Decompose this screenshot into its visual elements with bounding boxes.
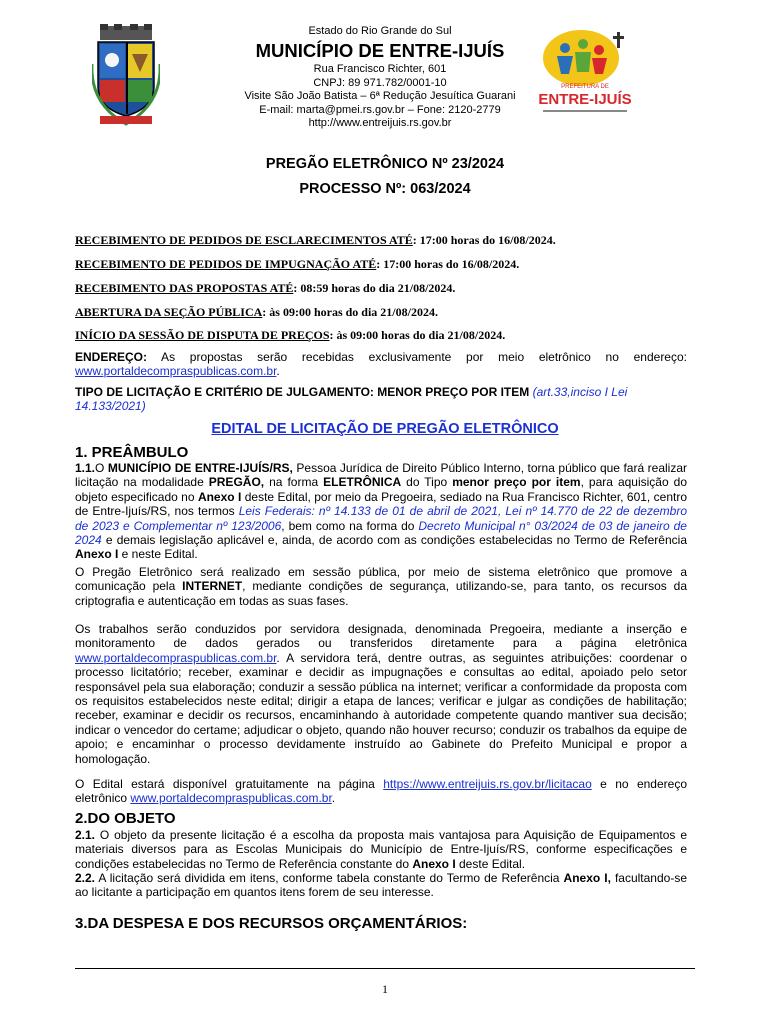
pregao-title: PREGÃO ELETRÔNICO Nº 23/2024 bbox=[265, 156, 505, 172]
anexo-ref: Anexo I bbox=[75, 547, 119, 562]
clause-number: 2.2. bbox=[75, 871, 96, 885]
tipo-reference: (art.33,inciso I Lei 14.133/2021) bbox=[75, 385, 628, 414]
menor-preco-ref: menor preço por item bbox=[452, 475, 581, 490]
contact-line: E-mail: marta@pmei.rs.gov.br – Fone: 2120-2779 bbox=[259, 103, 501, 116]
endereco-end: . bbox=[276, 364, 280, 379]
deadline-abertura bbox=[75, 305, 438, 320]
section-despesa: 3.DA DESPESA E DOS RECURSOS ORÇAMENTÁRIOS: bbox=[75, 915, 468, 932]
address: Rua Francisco Richter, 601 bbox=[313, 63, 447, 75]
municipal-crest-logo bbox=[92, 24, 160, 130]
endereco-label: ENDEREÇO: bbox=[75, 350, 148, 364]
decree-ref: Decreto Municipal n° 03/2024 de 03 de janeiro de 2024 bbox=[75, 518, 687, 548]
text: e no endereço eletrônico bbox=[75, 777, 687, 806]
deadline-value: : 08:59 horas do dia 21/08/2024. bbox=[293, 281, 456, 295]
page-number: 1 bbox=[382, 982, 388, 996]
deadline-propostas bbox=[75, 281, 455, 296]
text: facultando-se ao licitante a participação em quantos itens forem de seu interesse. bbox=[75, 871, 688, 900]
text: na forma bbox=[264, 475, 324, 490]
text: A licitação será dividida em itens, conforme tabela constante do Termo de Referência bbox=[95, 871, 564, 885]
section-preambulo: 1. PREÂMBULO bbox=[75, 444, 189, 461]
text: e demais legislação aplicável e, ainda, de acordo com as condições estabelecidas no Termo de Referência bbox=[101, 533, 687, 548]
section-objeto: 2.DO OBJETO bbox=[75, 810, 176, 827]
internet-ref: INTERNET bbox=[182, 579, 243, 594]
text: O Edital estará disponível gratuitamente na página bbox=[75, 777, 384, 791]
text: O bbox=[95, 461, 108, 475]
text: deste Edital, por meio da Pregoeira, sediado na Rua Francisco Richter, 601, centro de Entre-Ijuís/RS, nos termos bbox=[75, 489, 687, 519]
deadline-label: ABERTURA DA SEÇÃO PÚBLICA bbox=[75, 305, 263, 319]
anexo-ref: Anexo I bbox=[412, 856, 456, 871]
paragraph-trabalhos bbox=[75, 622, 687, 766]
portal-link[interactable]: www.portaldecompraspublicas.com.br bbox=[75, 650, 277, 665]
footer-rule bbox=[75, 968, 695, 969]
text: , mediante condições de segurança, utilizando-se, para tanto, os recursos da criptografia e autenticação em todas as suas fases. bbox=[75, 579, 688, 608]
municipality-name: MUNICÍPIO DE ENTRE-IJUÍS bbox=[255, 40, 505, 61]
pregao-ref: PREGÃO, bbox=[208, 475, 265, 490]
licitacao-link[interactable]: https://www.entreijuis.rs.gov.br/licitacao bbox=[383, 777, 592, 791]
federal-laws-ref: Leis Federais: nº 14.133 de 01 de abril de 2021, Lei nº 14.770 de 22 de dezembro de 2023 e Complementar nº 123/2006 bbox=[75, 504, 687, 533]
logo-wordmark: ENTRE-IJUÍS bbox=[538, 91, 632, 108]
anexo-ref: Anexo I bbox=[197, 489, 242, 504]
paragraph-1-1 bbox=[75, 461, 687, 562]
deadline-value: : 17:00 horas do 16/08/2024. bbox=[376, 257, 520, 271]
logo-small-text: PREFEITURA DE bbox=[561, 84, 609, 90]
deadline-esclarecimentos bbox=[75, 233, 556, 248]
text: , para aquisição do objeto especificado no bbox=[75, 475, 687, 504]
text: Os trabalhos serão conduzidos por servidora designada, denominada Pregoeira, mediante a inserção e monitoramento de dados gerados ou transferidos diretamente para a página eletrônica bbox=[75, 622, 687, 651]
deadline-label: RECEBIMENTO DAS PROPOSTAS ATÉ bbox=[75, 281, 294, 295]
paragraph-disponivel bbox=[75, 777, 687, 806]
text: . bbox=[331, 791, 336, 806]
portal-link[interactable]: www.portaldecompraspublicas.com.br bbox=[75, 364, 277, 379]
deadline-label: RECEBIMENTO DE PEDIDOS DE ESCLARECIMENTOS ATÉ bbox=[75, 233, 413, 247]
visit-note: Visite São João Batista – 6ª Redução Jesuítica Guarani bbox=[244, 90, 516, 103]
portal-link[interactable]: www.portaldecompraspublicas.com.br bbox=[130, 791, 332, 806]
tipo-paragraph bbox=[75, 385, 687, 414]
municipality-ref: MUNICÍPIO DE ENTRE-IJUÍS/RS, bbox=[107, 461, 293, 475]
clause-number: 1.1. bbox=[75, 461, 96, 475]
deadline-value: : às 09:00 horas do dia 21/08/2024. bbox=[329, 328, 506, 342]
header-block bbox=[230, 24, 530, 131]
deadline-label: RECEBIMENTO DE PEDIDOS DE IMPUGNAÇÃO ATÉ bbox=[75, 257, 377, 271]
text: O Pregão Eletrônico será realizado em sessão pública, por meio de sistema eletrônico que promove a comunicação pela bbox=[75, 565, 687, 594]
cnpj: CNPJ: 89 971.782/0001-10 bbox=[313, 76, 447, 89]
prefeitura-logo bbox=[537, 28, 633, 116]
state-name: Estado do Rio Grande do Sul bbox=[308, 25, 452, 37]
endereco-paragraph bbox=[75, 350, 687, 379]
paragraph-2-2 bbox=[75, 871, 687, 900]
text: O objeto da presente licitação é a escolha da proposta mais vantajosa para Aquisição de Equipamentos e materiais diversos para as Escolas Municipais do Município de Entre-Ijuís/RS, conforme especificações e condições estabelecidas no Termo de Referência constante do bbox=[75, 828, 687, 871]
text: deste Edital. bbox=[455, 856, 526, 871]
text: , bem como na forma do bbox=[281, 518, 419, 533]
deadline-disputa bbox=[75, 328, 505, 343]
text: Pessoa Jurídica de Direito Público Interno, torna público que fará realizar licitação na modalidade bbox=[75, 461, 687, 490]
processo-title: PROCESSO Nº: 063/2024 bbox=[299, 181, 471, 197]
text: e neste Edital. bbox=[118, 547, 198, 562]
deadline-value: : às 09:00 horas do dia 21/08/2024. bbox=[262, 305, 438, 319]
eletronica-ref: ELETRÔNICA bbox=[323, 475, 402, 490]
website: http://www.entreijuis.rs.gov.br bbox=[308, 117, 452, 130]
text: . A servidora terá, dentre outras, as seguintes atribuições: coordenar o processo licitatório; receber, examinar e decidir as impugnações e consultas ao edital, apoiado pelo setor responsável pela sua elaboração; conduzir a sessão pública na internet; verificar a conformidade da proposta com os requisitos estabelecidos neste edital; dirigir a etapa de lances; verificar e julgar as condições de habilitação; receber, examinar e decidir os recursos, encaminhando à autoridade competente quando mantiver sua decisão; indicar o vencedor do certame; adjudicar o objeto, quando não houver recurso; conduzir os trabalhos da equipe de apoio; e encaminhar o processo devidamente instruído ao Gabinete do Prefeito Municipal e propor a homologação. bbox=[75, 650, 687, 766]
paragraph-sessao bbox=[75, 565, 687, 608]
edital-title: EDITAL DE LICITAÇÃO DE PREGÃO ELETRÔNICO bbox=[211, 421, 559, 437]
tipo-label: TIPO DE LICITAÇÃO E CRITÉRIO DE JULGAMENTO: MENOR PREÇO POR ITEM bbox=[75, 385, 530, 399]
anexo-ref: Anexo I, bbox=[563, 871, 611, 885]
endereco-text: As propostas serão recebidas exclusivamente por meio eletrônico no endereço: bbox=[147, 350, 687, 364]
deadline-impugnacao bbox=[75, 257, 519, 272]
deadline-value: : 17:00 horas do 16/08/2024. bbox=[412, 233, 556, 247]
clause-number: 2.1. bbox=[75, 828, 96, 842]
text: do Tipo bbox=[401, 475, 453, 490]
paragraph-2-1 bbox=[75, 828, 687, 871]
deadline-label: INÍCIO DA SESSÃO DE DISPUTA DE PREÇOS bbox=[75, 328, 330, 342]
